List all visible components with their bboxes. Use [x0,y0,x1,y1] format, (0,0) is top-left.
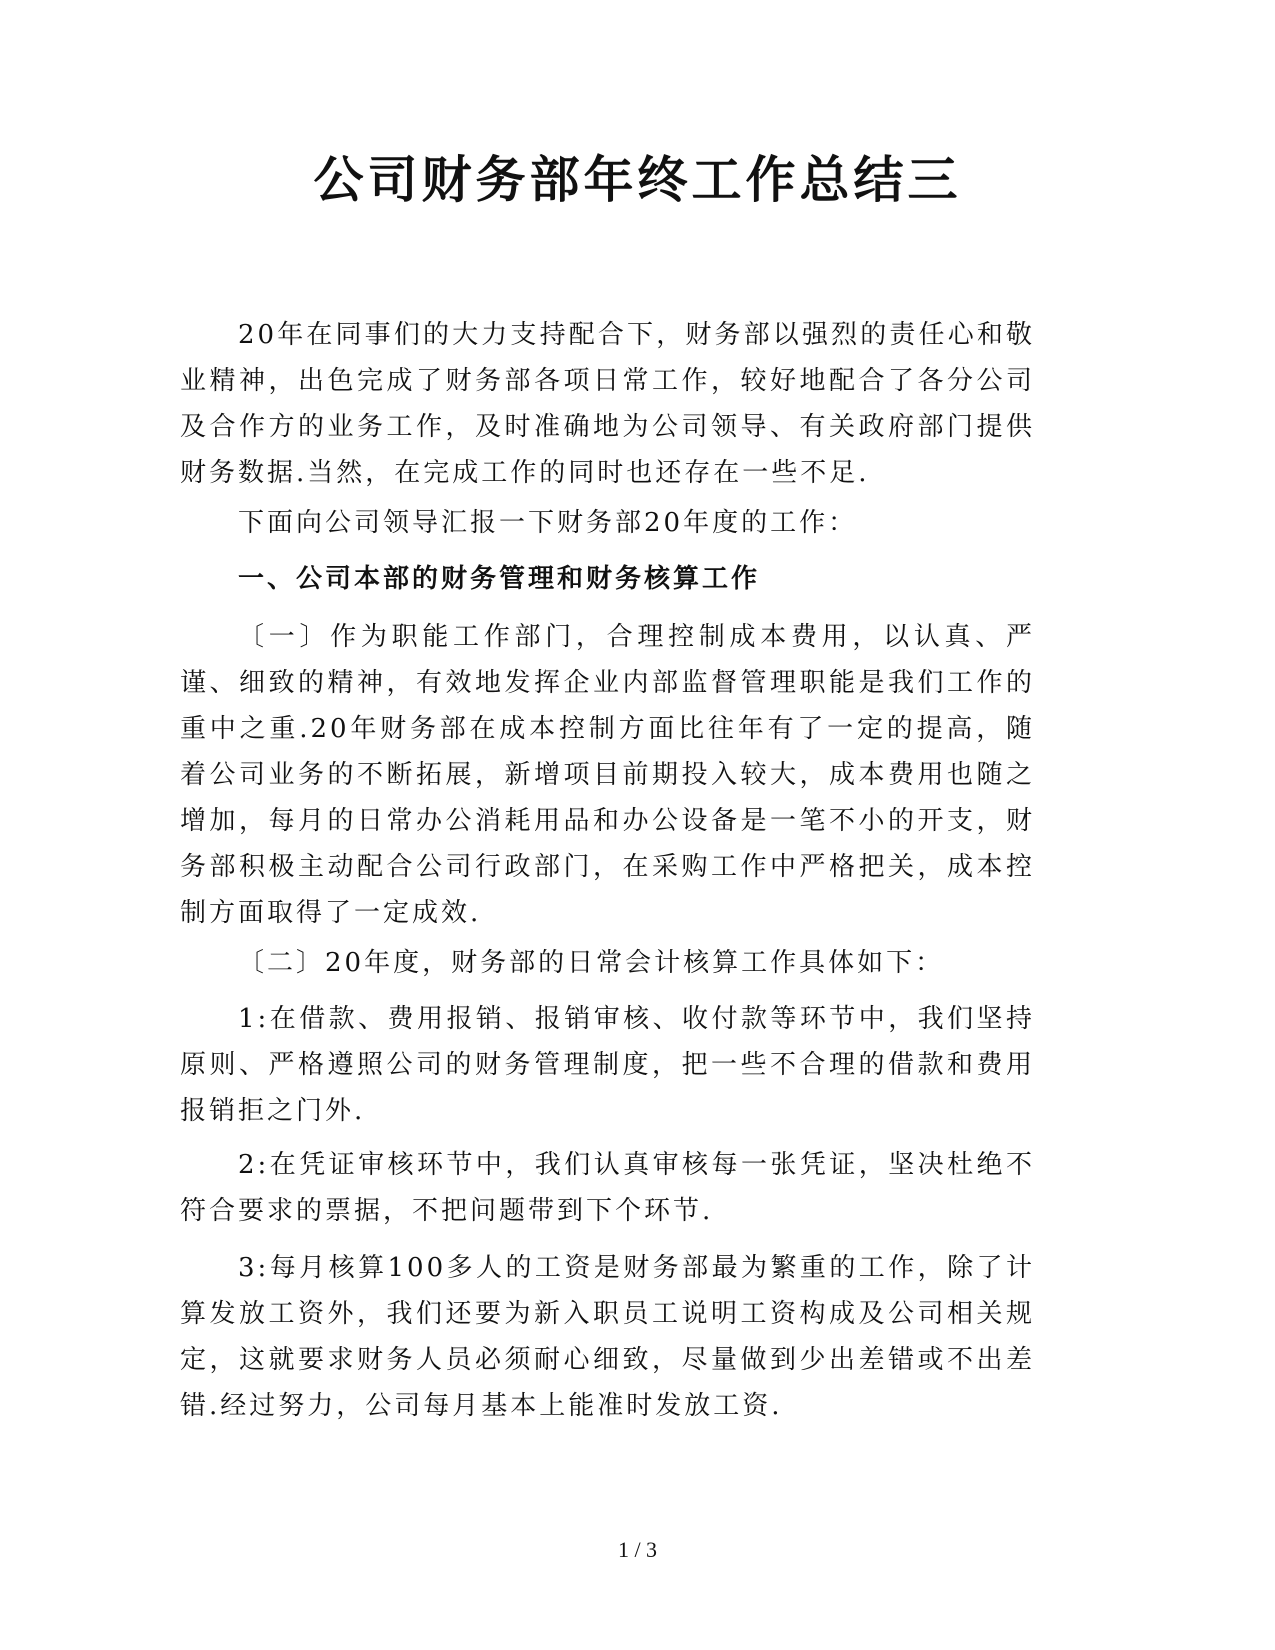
section-heading-text: 一、公司本部的财务管理和财务核算工作 [238,564,761,594]
paragraph: 1:在借款、费用报销、报销审核、收付款等环节中，我们坚持原则、严格遵照公司的财务管理制度，把一些不合理的借款和费用报销拒之门外. [180,1004,1035,1126]
paragraph-intro [180,312,1035,496]
paragraph: 下面向公司领导汇报一下财务部20年度的工作： [238,508,858,538]
document-title: 公司财务部年终工作总结三 [313,150,962,209]
paragraph-item-3 [180,1245,1035,1429]
paragraph-report-intro [180,500,1035,546]
paragraph: 20年在同事们的大力支持配合下，财务部以强烈的责任心和敬业精神，出色完成了财务部各项日常工作，较好地配合了各分公司及合作方的业务工作，及时准确地为公司领导、有关政府部门提供财务数据.当然，在完成工作的同时也还存在一些不足. [180,320,1035,488]
paragraph-accounting-intro [180,940,1035,986]
paragraph: 〔一〕作为职能工作部门，合理控制成本费用，以认真、严谨、细致的精神，有效地发挥企业内部监督管理职能是我们工作的重中之重.20年财务部在成本控制方面比往年有了一定的提高，随着公司业务的不断拓展，新增项目前期投入较大，成本费用也随之增加，每月的日常办公消耗用品和办公设备是一笔不小的开支，财务部积极主动配合公司行政部门，在采购工作中严格把关，成本控制方面取得了一定成效. [180,622,1035,928]
paragraph-cost-control [180,614,1035,936]
paragraph: 3:每月核算100多人的工资是财务部最为繁重的工作，除了计算发放工资外，我们还要为新入职员工说明工资构成及公司相关规定，这就要求财务人员必须耐心细致，尽量做到少出差错或不出差错.经过努力，公司每月基本上能准时发放工资. [180,1253,1035,1421]
section-heading [180,556,1035,602]
paragraph-item-2 [180,1142,1035,1234]
paragraph: 〔二〕20年度，财务部的日常会计核算工作具体如下： [238,948,945,978]
paragraph-item-1 [180,996,1035,1134]
paragraph: 2:在凭证审核环节中，我们认真审核每一张凭证，坚决杜绝不符合要求的票据，不把问题带到下个环节. [180,1150,1035,1226]
page-number: 1 / 3 [617,1537,658,1562]
